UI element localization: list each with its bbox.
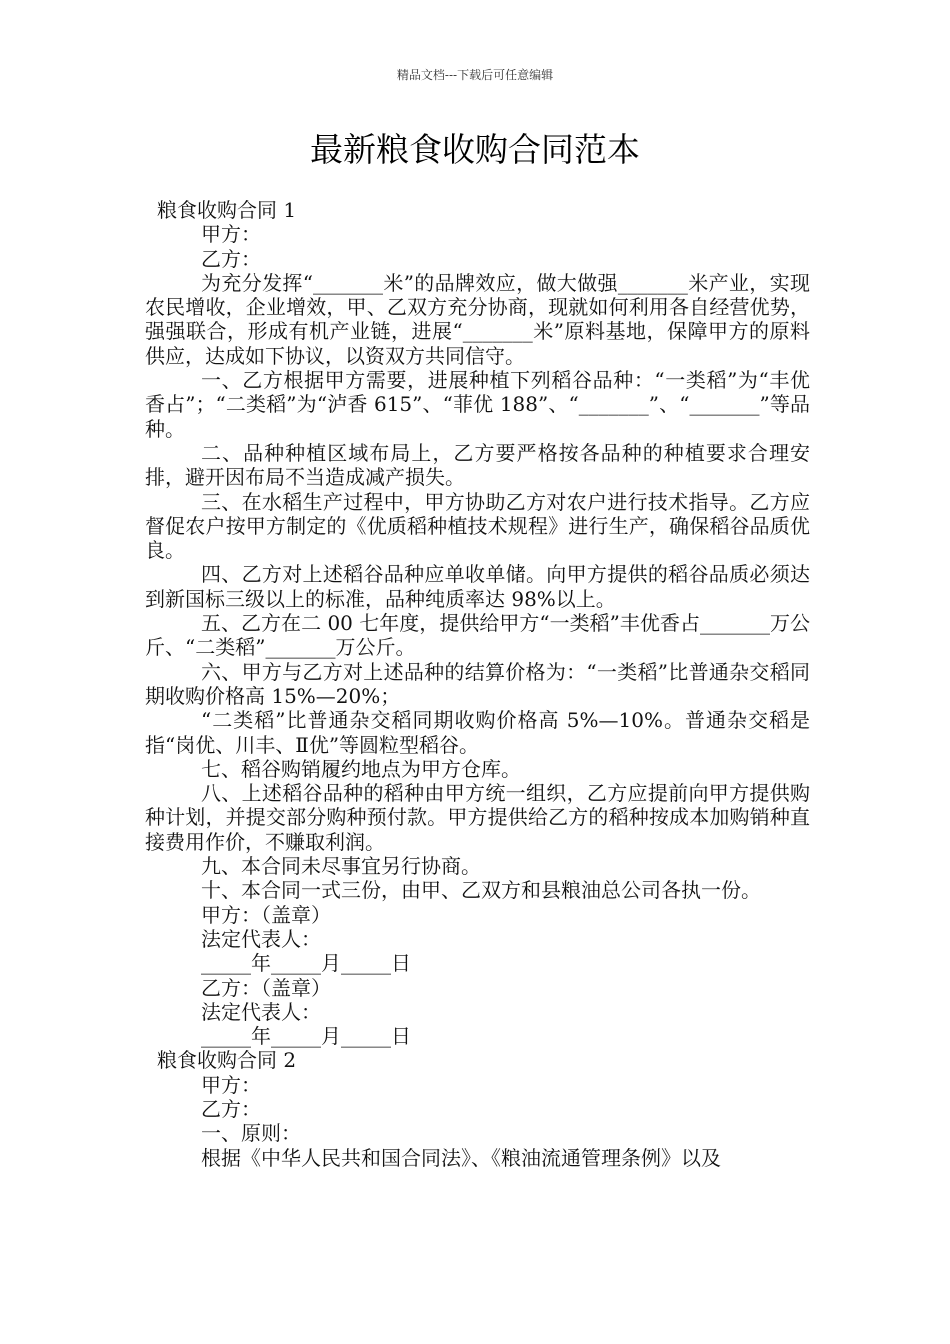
clause-5: 五、乙方在二 00 七年度，提供给甲方“一类稻”丰优香占_______万公斤、“二类稻”_______万公斤。	[145, 611, 810, 660]
signature-party-b: 乙方：（盖章）	[201, 975, 331, 1000]
document-title: 最新粮食收购合同范本	[310, 130, 640, 169]
clause-2: 二、品种种植区域布局上，乙方要严格按各品种的种植要求合理安排，避开因布局不当造成减产损失。	[145, 440, 810, 490]
clause-7: 七、稻谷购销履约地点为甲方仓库。	[201, 756, 521, 781]
clause-4: 四、乙方对上述稻谷品种应单收单储。向甲方提供的稻谷品质必须达到新国标三级以上的标准，品种纯质率达 98%以上。	[145, 562, 810, 611]
legal-rep-a: 法定代表人：	[201, 926, 321, 951]
party-b-line-2: 乙方：	[201, 1096, 261, 1121]
date-line-a: _____年_____月_____日	[201, 951, 411, 976]
clause-1: 一、乙方根据甲方需要，进展种植下列稻谷品种：“一类稻”为“丰优香占”；“二类稻”为“泸香 615”、“菲优 188”、“_______”、“_______”等品种。	[145, 368, 810, 441]
clause-9: 九、本合同未尽事宜另行协商。	[201, 854, 481, 879]
page-header: 精品文档---下载后可任意编辑	[396, 68, 554, 82]
party-a-line-2: 甲方：	[201, 1072, 261, 1097]
party-b-line: 乙方：	[201, 246, 261, 271]
legal-rep-b: 法定代表人：	[201, 999, 321, 1024]
clause-6a: 六、甲方与乙方对上述品种的结算价格为：“一类稻”比普通杂交稻同期收购价格高 15%—20%；	[145, 659, 810, 708]
signature-party-a: 甲方：（盖章）	[201, 902, 331, 927]
intro-paragraph: 为充分发挥“_______米”的品牌效应，做大做强_______米产业，实现农民增收，企业增效，甲、乙双方充分协商，现就如何利用各自经营优势，强强联合，形成有机产业链，进展“_______米”原料基地，保障甲方的原料供应，达成如下协议，以资双方共同信守。	[145, 270, 810, 368]
clause-3: 三、在水稻生产过程中，甲方协助乙方对农户进行技术指导。乙方应督促农户按甲方制定的《优质稻种植技术规程》进行生产，确保稻谷品质优良。	[145, 489, 810, 563]
contract-2-heading: 粮食收购合同 2	[157, 1048, 297, 1073]
clause-10: 十、本合同一式三份，由甲、乙双方和县粮油总公司各执一份。	[201, 878, 761, 903]
clause-6b: “二类稻”比普通杂交稻同期收购价格高 5%—10%。普通杂交稻是指“岗优、川丰、Ⅱ优”等圆粒型稻谷。	[145, 708, 810, 757]
document-body	[145, 198, 810, 1170]
principle-heading: 一、原则：	[201, 1121, 301, 1146]
party-a-line: 甲方：	[201, 222, 261, 247]
date-line-b: _____年_____月_____日	[201, 1024, 411, 1049]
basis-paragraph: 根据《中华人民共和国合同法》、《粮油流通管理条例》以及	[201, 1145, 721, 1170]
contract-1-heading: 粮食收购合同 1	[157, 198, 297, 222]
clause-8: 八、上述稻谷品种的稻种由甲方统一组织，乙方应提前向甲方提供购种计划，并提交部分购种预付款。甲方提供给乙方的稻种按成本加购销种直接费用作价，不赚取利润。	[145, 781, 810, 854]
